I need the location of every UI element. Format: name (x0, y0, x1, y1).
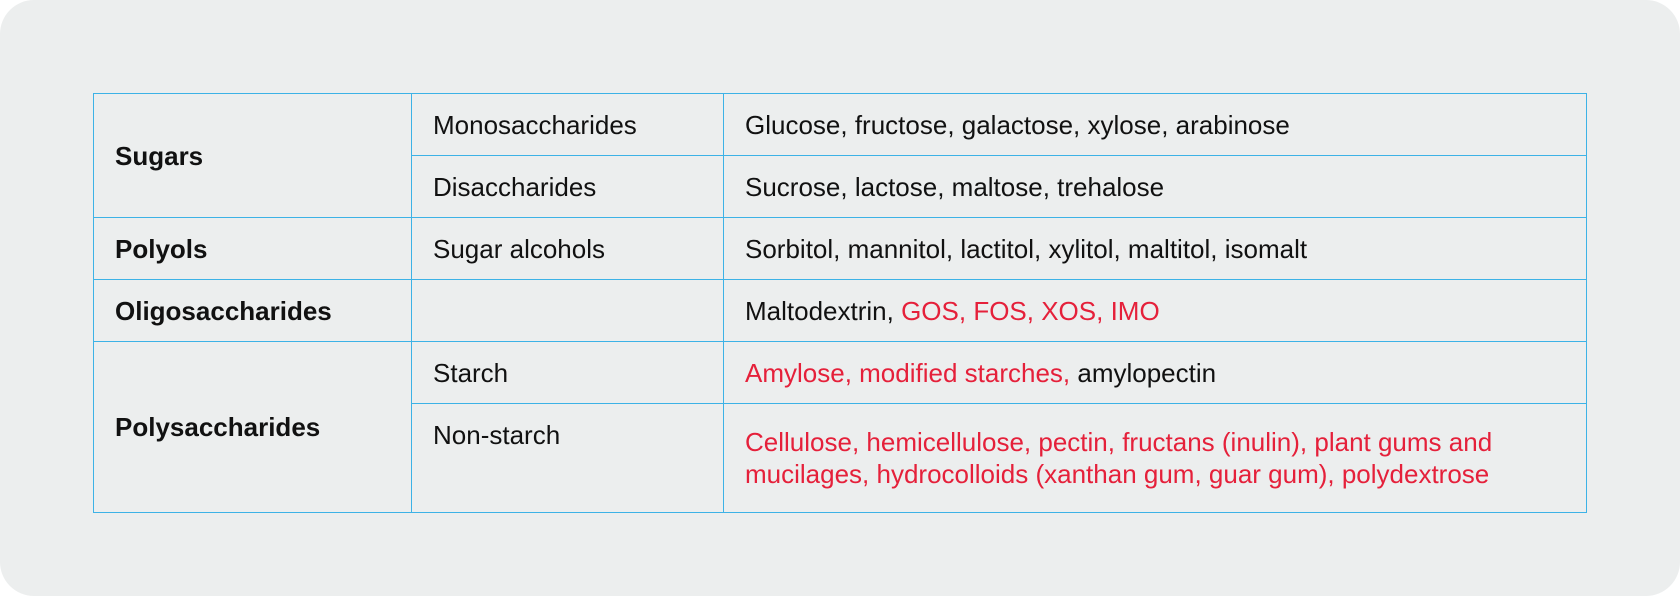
examples-highlighted-line: mucilages, hydrocolloids (xanthan gum, guar gum), polydextrose (745, 459, 1490, 489)
subtype-cell: Monosaccharides (412, 94, 724, 156)
examples-cell (724, 404, 1587, 513)
examples-plain-text: amylopectin (1070, 357, 1217, 388)
category-cell: Polysaccharides (94, 342, 412, 513)
examples-highlighted-line: Cellulose, hemicellulose, pectin, fructans (inulin), plant gums and (745, 427, 1493, 457)
subtype-cell: Sugar alcohols (412, 218, 724, 280)
table-row (94, 94, 1587, 156)
examples-cell: Sucrose, lactose, maltose, trehalose (724, 156, 1587, 218)
subtype-cell: Starch (412, 342, 724, 404)
examples-cell: Sorbitol, mannitol, lactitol, xylitol, maltitol, isomalt (724, 218, 1587, 280)
table-row (94, 342, 1587, 404)
table-row (94, 280, 1587, 342)
examples-plain-text: Maltodextrin, (745, 295, 902, 326)
category-cell: Sugars (94, 94, 412, 218)
examples-highlighted-text: Amylose, modified starches, (745, 357, 1071, 388)
examples-cell: Glucose, fructose, galactose, xylose, arabinose (724, 94, 1587, 156)
category-cell: Oligosaccharides (94, 280, 412, 342)
category-cell: Polyols (94, 218, 412, 280)
table-row (94, 218, 1587, 280)
subtype-cell: Disaccharides (412, 156, 724, 218)
subtype-cell (412, 280, 724, 342)
subtype-cell: Non-starch (412, 404, 724, 513)
examples-cell (724, 342, 1587, 404)
examples-highlighted-text: GOS, FOS, XOS, IMO (901, 295, 1160, 326)
carbohydrate-classification-table (93, 93, 1587, 513)
examples-cell (724, 280, 1587, 342)
